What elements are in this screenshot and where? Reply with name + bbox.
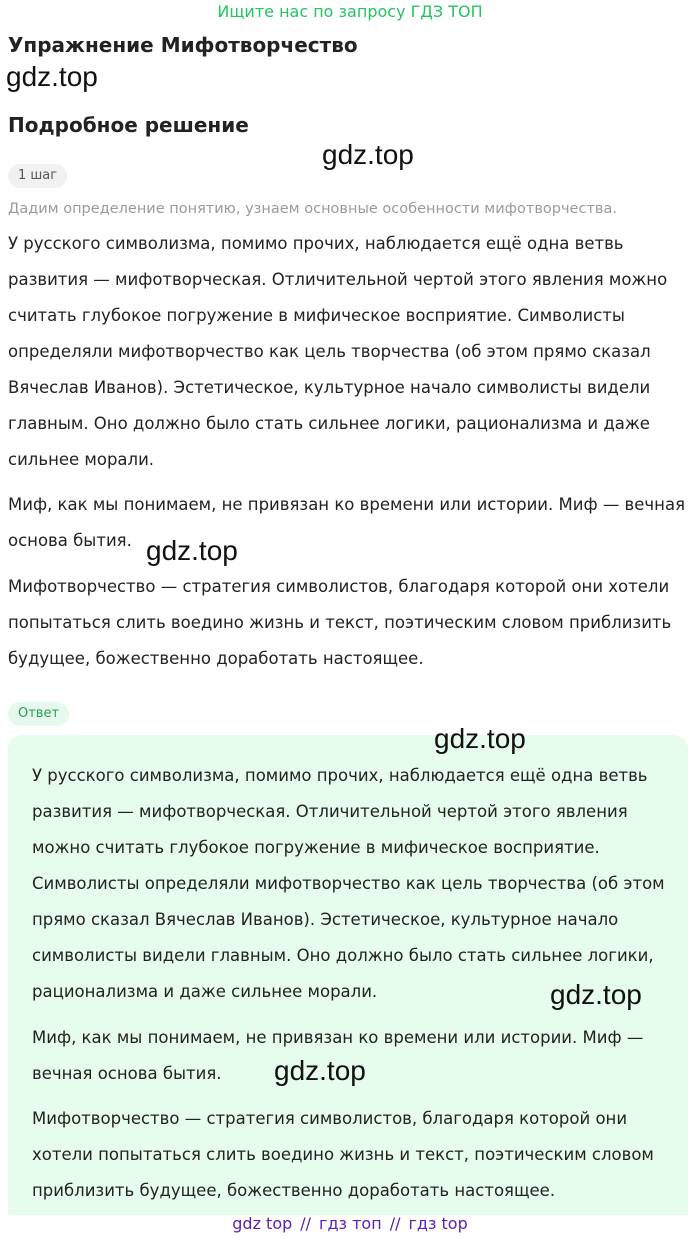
watermark: gdz.top xyxy=(6,61,98,92)
text-line: хотели попытаться слить воедино жизнь и текст, поэтическим словом xyxy=(32,1145,654,1164)
footer-links xyxy=(0,1212,700,1236)
text-line: Миф, как мы понимаем, не привязан ко времени или истории. Миф — вечная xyxy=(8,495,686,514)
step-description: Дадим определение понятию, узнаем основные особенности мифотворчества. xyxy=(8,201,617,217)
footer-link[interactable]: gdz top xyxy=(232,1214,293,1233)
text-line: считать глубокое погружение в мифическое восприятие. Символисты xyxy=(8,306,625,325)
text-line: развития — мифотворческая. Отличительной чертой этого явления xyxy=(32,802,628,821)
step-badge: 1 шаг xyxy=(8,164,67,188)
text-line: Вячеслав Иванов). Эстетическое, культурное начало символисты видели xyxy=(8,378,651,397)
answer-badge: Ответ xyxy=(8,702,69,726)
watermark: gdz.top xyxy=(146,535,238,566)
solution-paragraph-2 xyxy=(8,487,692,559)
text-line: символисты видели главным. Оно должно было стать сильнее логики, xyxy=(32,946,654,965)
text-line: определяли мифотворчество как цель творчества (об этом прямо сказал xyxy=(8,342,651,361)
footer-separator: // xyxy=(389,1214,401,1233)
text-line: вечная основа бытия. xyxy=(32,1064,222,1083)
watermark: gdz.top xyxy=(274,1055,366,1086)
top-banner: Ищите нас по запросу ГДЗ ТОП xyxy=(217,2,483,21)
text-line: Мифотворчество — стратегия символистов, благодаря которой они хотели xyxy=(8,577,670,596)
answer-paragraph-3 xyxy=(32,1101,672,1209)
text-line: Миф, как мы понимаем, не привязан ко времени или истории. Миф — xyxy=(32,1028,644,1047)
text-line: основа бытия. xyxy=(8,531,132,550)
solution-heading: Подробное решение xyxy=(8,113,249,137)
text-line: Символисты определяли мифотворчество как цель творчества (об этом xyxy=(32,874,665,893)
text-line: Мифотворчество — стратегия символистов, благодаря которой они xyxy=(32,1109,628,1128)
text-line: сильнее морали. xyxy=(8,450,155,469)
text-line: У русского символизма, помимо прочих, наблюдается ещё одна ветвь xyxy=(8,234,624,253)
watermark: gdz.top xyxy=(322,139,414,170)
text-line: попытаться слить воедино жизнь и текст, поэтическим словом приблизить xyxy=(8,613,672,632)
text-line: приблизить будущее, божественно доработать настоящее. xyxy=(32,1181,556,1200)
footer-separator: // xyxy=(300,1214,312,1233)
text-line: прямо сказал Вячеслав Иванов). Эстетическое, культурное начало xyxy=(32,910,619,929)
text-line: можно считать глубокое погружение в мифическое восприятие. xyxy=(32,838,600,857)
footer-link[interactable]: гдз top xyxy=(408,1214,468,1233)
footer-link[interactable]: гдз топ xyxy=(319,1214,382,1233)
text-line: главным. Оно должно было стать сильнее логики, рационализма и даже xyxy=(8,414,650,433)
text-line: развития — мифотворческая. Отличительной чертой этого явления можно xyxy=(8,270,668,289)
watermark: gdz.top xyxy=(550,979,642,1010)
solution-paragraph-3 xyxy=(8,569,692,677)
watermark: gdz.top xyxy=(434,723,526,754)
solution-paragraph-1 xyxy=(8,226,692,478)
text-line: рационализма и даже сильнее морали. xyxy=(32,982,378,1001)
text-line: будущее, божественно доработать настоящее. xyxy=(8,649,424,668)
answer-paragraph-1 xyxy=(32,758,672,1010)
page-title: Упражнение Мифотворчество xyxy=(8,33,358,57)
text-line: У русского символизма, помимо прочих, наблюдается ещё одна ветвь xyxy=(32,766,648,785)
